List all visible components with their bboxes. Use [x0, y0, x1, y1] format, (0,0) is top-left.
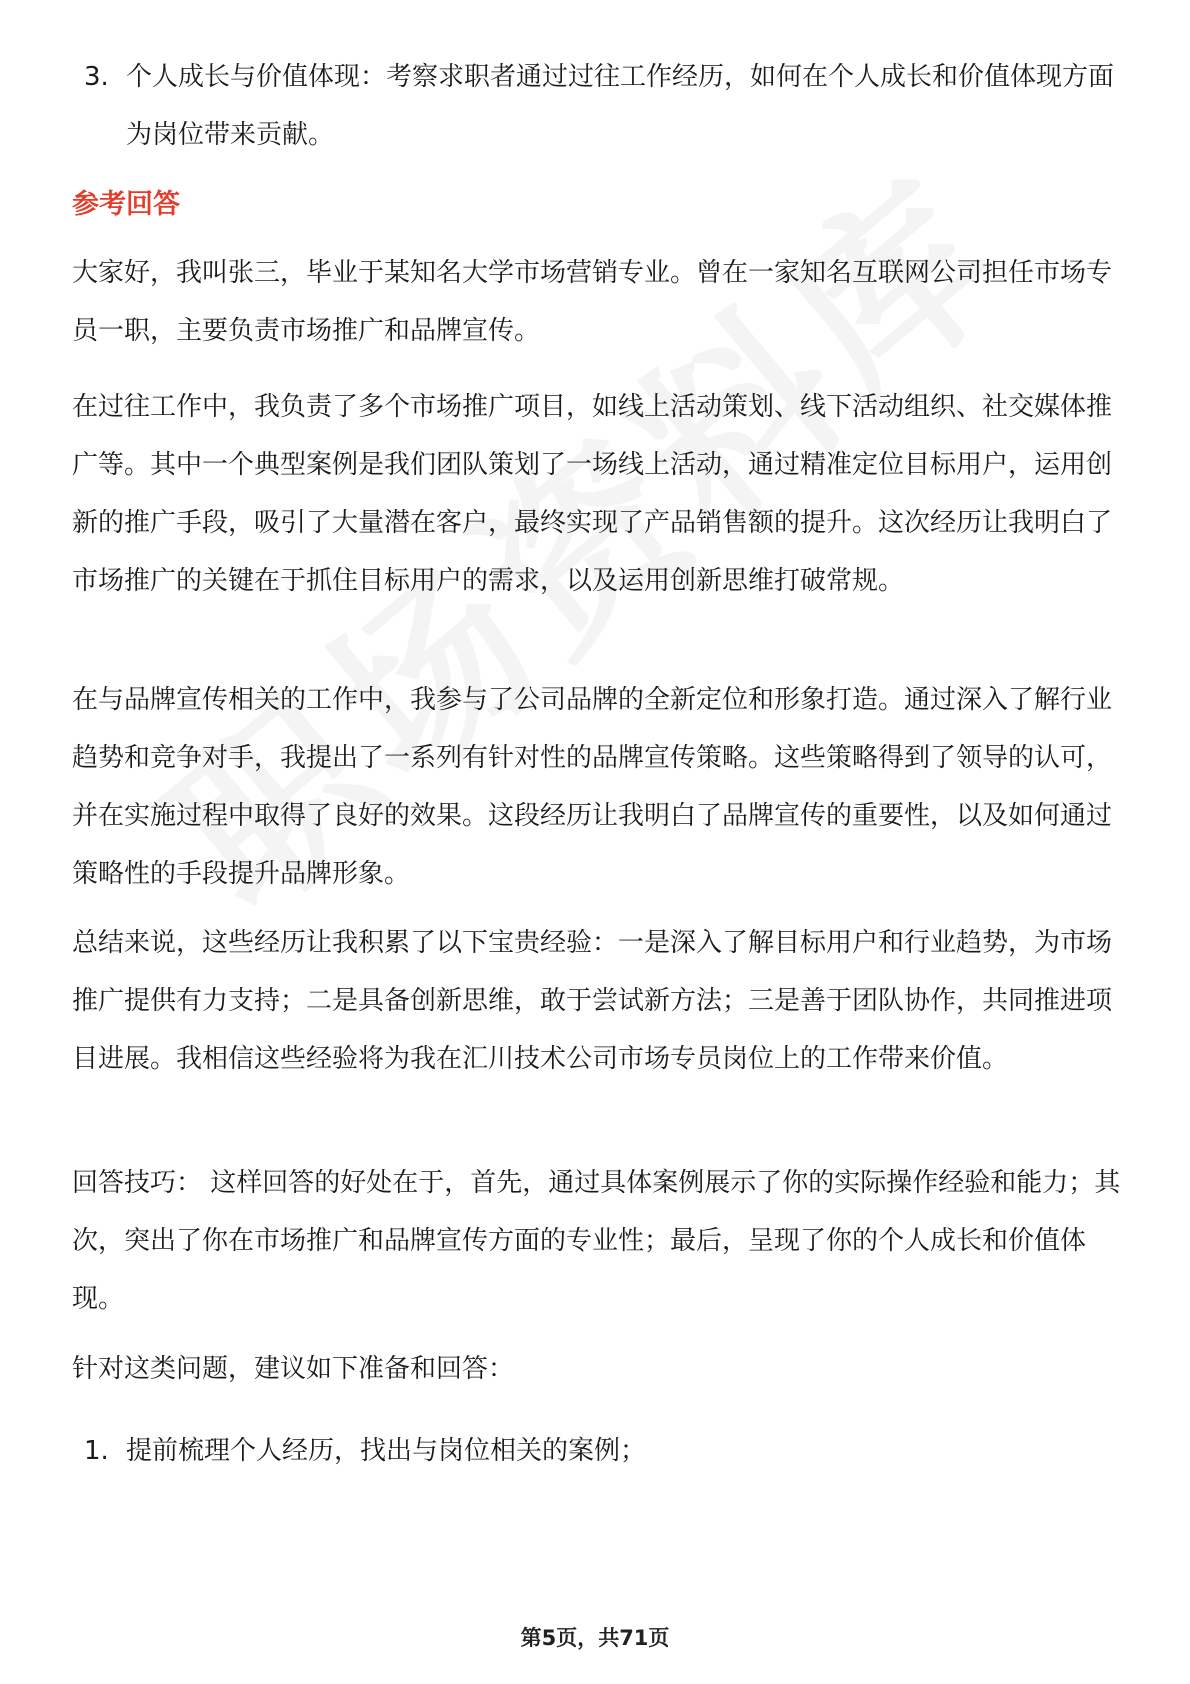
page-footer: 第5页，共71页 [520, 1626, 670, 1650]
list-item-number: 1. [84, 1436, 109, 1466]
paragraph-intro: 大家好，我叫张三，毕业于某知名大学市场营销专业。曾在一家知名互联网公司担任市场专员一职，主要负责市场推广和品牌宣传。 [72, 258, 1113, 346]
paragraph-marketing-experience: 在过往工作中，我负责了多个市场推广项目，如线上活动策划、线下活动组织、社交媒体推广等。其中一个典型案例是我们团队策划了一场线上活动，通过精准定位目标用户，运用创新的推广手段，吸引了大量潜在客户，最终实现了产品销售额的提升。这次经历让我明白了市场推广的关键在于抓住目标用户的需求，以及运用创新思维打破常规。 [72, 392, 1113, 596]
list-item-number: 3. [84, 62, 109, 92]
paragraph-answer-tips: 回答技巧： 这样回答的好处在于，首先，通过具体案例展示了你的实际操作经验和能力；其次，突出了你在市场推广和品牌宣传方面的专业性；最后，呈现了你的个人成长和价值体现。 [72, 1168, 1121, 1314]
list-item-text: 个人成长与价值体现：考察求职者通过过往工作经历，如何在个人成长和价值体现方面为岗位带来贡献。 [126, 62, 1115, 150]
list-item-text: 提前梳理个人经历，找出与岗位相关的案例； [126, 1436, 647, 1466]
list-item-3 [84, 48, 1124, 164]
paragraph-preparation-intro: 针对这类问题，建议如下准备和回答： [72, 1354, 515, 1384]
list-item-1 [84, 1422, 1124, 1480]
paragraph-summary: 总结来说，这些经历让我积累了以下宝贵经验：一是深入了解目标用户和行业趋势，为市场推广提供有力支持；二是具备创新思维，敢于尝试新方法；三是善于团队协作，共同推进项目进展。我相信这些经验将为我在汇川技术公司市场专员岗位上的工作带来价值。 [72, 928, 1113, 1074]
paragraph-brand-experience: 在与品牌宣传相关的工作中，我参与了公司品牌的全新定位和形象打造。通过深入了解行业趋势和竞争对手，我提出了一系列有针对性的品牌宣传策略。这些策略得到了领导的认可，并在实施过程中取得了良好的效果。这段经历让我明白了品牌宣传的重要性，以及如何通过策略性的手段提升品牌形象。 [72, 685, 1113, 889]
section-heading: 参考回答 [72, 189, 180, 220]
